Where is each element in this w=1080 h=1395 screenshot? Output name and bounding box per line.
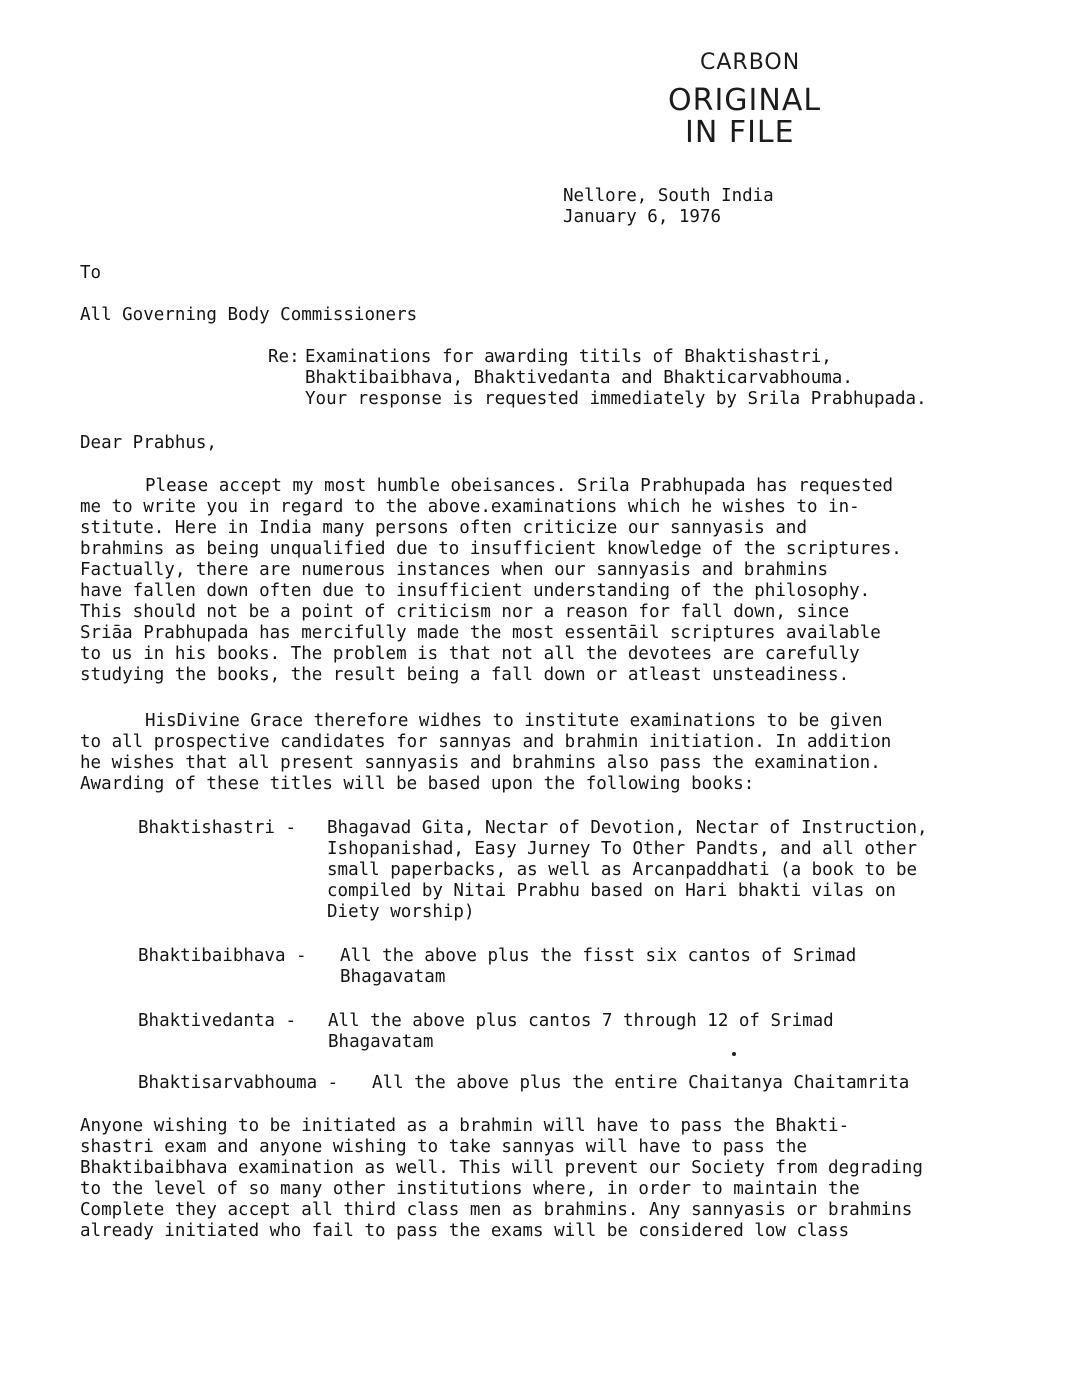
paragraph-line: he wishes that all present sannyasis and brahmins also pass the examination. [80, 753, 881, 773]
title-books: small paperbacks, as well as Arcanpaddhati (a book to be [327, 860, 918, 880]
paragraph-line: HisDivine Grace therefore widhes to institute examinations to be given [145, 711, 883, 731]
letter-date: January 6, 1976 [563, 207, 722, 227]
title-books: All the above plus the entire Chaitanya Chaitamrita [372, 1073, 910, 1093]
title-books: Bhagavad Gita, Nectar of Devotion, Nectar of Instruction, [327, 818, 928, 838]
paragraph-line: Bhaktibaibhava examination as well. This will prevent our Society from degrading [80, 1158, 923, 1178]
title-name: Bhaktishastri - [138, 818, 297, 838]
paragraph-line: Complete they accept all third class men as brahmins. Any sannyasis or brahmins [80, 1200, 913, 1220]
paragraph-line: me to write you in regard to the above.examinations which he wishes to in- [80, 497, 860, 517]
letter-location: Nellore, South India [563, 186, 774, 206]
title-books: All the above plus cantos 7 through 12 of Srimad [328, 1011, 834, 1031]
paragraph-line: Sriāa Prabhupada has mercifully made the most essentāil scriptures available [80, 623, 881, 643]
recipients: All Governing Body Commissioners [80, 305, 418, 325]
in-file-stamp: IN FILE [685, 115, 795, 150]
title-books: All the above plus the fisst six cantos of Srimad [340, 946, 857, 966]
paragraph-line: stitute. Here in India many persons often criticize our sannyasis and [80, 518, 807, 538]
paragraph-line: brahmins as being unqualified due to insufficient knowledge of the scriptures. [80, 539, 902, 559]
paragraph-line: shastri exam and anyone wishing to take sannyas will have to pass the [80, 1137, 807, 1157]
paragraph-line: studying the books, the result being a fall down or atleast unsteadiness. [80, 665, 850, 685]
re-label: Re: [268, 347, 300, 367]
paragraph-line: Awarding of these titles will be based upon the following books: [80, 774, 755, 794]
paragraph-line: Please accept my most humble obeisances. Srila Prabhupada has requested [145, 476, 894, 496]
re-line: Examinations for awarding titils of Bhaktishastri, [305, 347, 832, 367]
title-name: Bhaktibaibhava - [138, 946, 307, 966]
title-books: compiled by Nitai Prabhu based on Hari bhakti vilas on [327, 881, 896, 901]
title-name: Bhaktivedanta - [138, 1011, 297, 1031]
title-name: Bhaktisarvabhouma - [138, 1073, 339, 1093]
stray-mark [732, 1052, 736, 1056]
paragraph-line: Anyone wishing to be initiated as a brahmin will have to pass the Bhakti- [80, 1116, 850, 1136]
re-line: Your response is requested immediately by Srila Prabhupada. [305, 389, 927, 409]
salutation: Dear Prabhus, [80, 433, 217, 453]
original-stamp: ORIGINAL [668, 83, 822, 118]
title-books: Ishopanishad, Easy Jurney To Other Pandts, and all other [327, 839, 918, 859]
paragraph-line: This should not be a point of criticism nor a reason for fall down, since [80, 602, 850, 622]
title-books: Bhagavatam [340, 967, 446, 987]
paragraph-line: have fallen down often due to insufficient understanding of the philosophy. [80, 581, 871, 601]
re-line: Bhaktibaibhava, Bhaktivedanta and Bhakticarvabhouma. [305, 368, 853, 388]
paragraph-line: to the level of so many other institutions where, in order to maintain the [80, 1179, 860, 1199]
paragraph-line: Factually, there are numerous instances when our sannyasis and brahmins [80, 560, 829, 580]
title-books: Bhagavatam [328, 1032, 434, 1052]
to-label: To [80, 263, 102, 283]
paragraph-line: to all prospective candidates for sannyas and brahmin initiation. In addition [80, 732, 892, 752]
paragraph-line: to us in his books. The problem is that not all the devotees are carefully [80, 644, 860, 664]
title-books: Diety worship) [327, 902, 475, 922]
paragraph-line: already initiated who fail to pass the exams will be considered low class [80, 1221, 850, 1241]
carbon-stamp: CARBON [700, 50, 801, 75]
